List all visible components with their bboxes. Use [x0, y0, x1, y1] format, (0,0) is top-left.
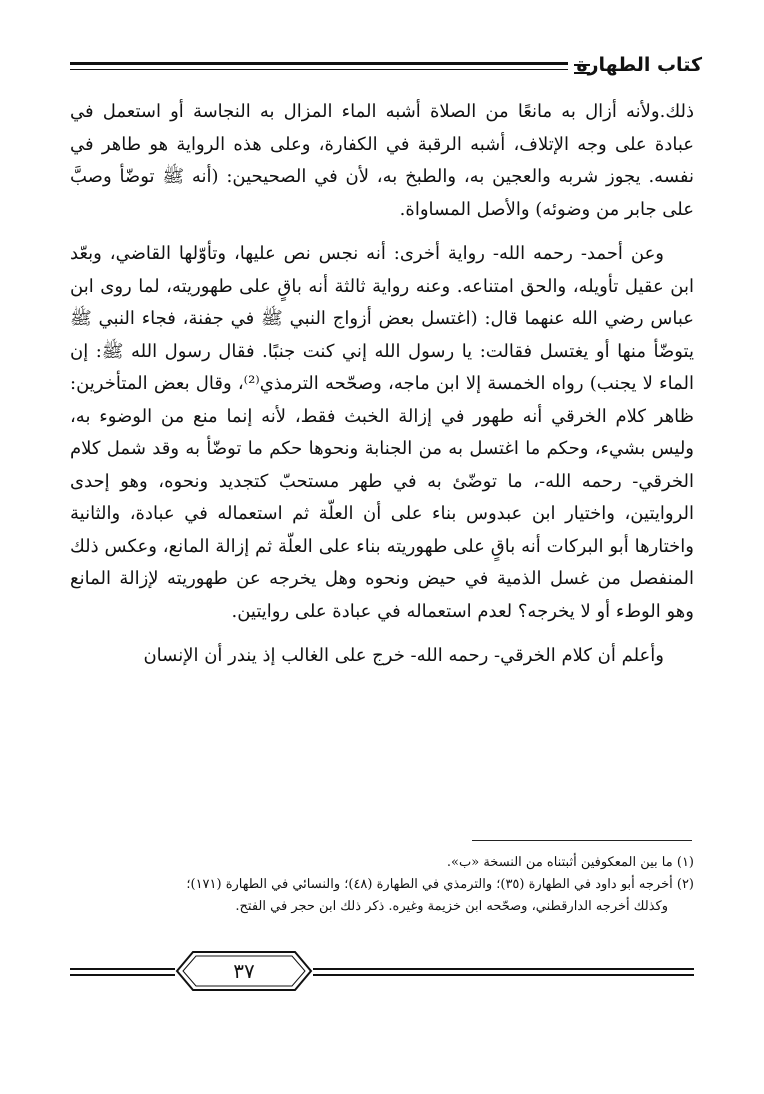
footnote-2: (٢) أخرجه أبو داود في الطهارة (٣٥)؛ والترمذي في الطهارة (٤٨)؛ والنسائي في الطهارة (١٧١)؛ — [186, 877, 694, 892]
footnote-separator — [472, 840, 692, 841]
main-text — [70, 96, 694, 673]
running-header — [70, 50, 702, 90]
paragraph-1: ذلك.ولأنه أزال به مانعًا من الصلاة أشبه الماء المزال به النجاسة أو استعمل في عبادة على وجه الإتلاف، أشبه الرقبة في الكفارة، وعلى هذه الرواية هو طاهر في نفسه. يجوز شربه والعجين به، والطبخ به، لأن في الصحيحين: (أنه ﷺ توضّأ وصبَّ على جابر من وضوئه) والأصل المساواة. — [70, 101, 694, 220]
header-rule — [70, 62, 568, 70]
page-number: ٣٧ — [233, 959, 255, 983]
page-number-frame — [70, 950, 694, 994]
footer-rule-top — [70, 968, 694, 970]
page-number-box — [175, 950, 313, 992]
footnotes — [68, 852, 694, 918]
footer-rule-bottom — [70, 974, 694, 976]
footnote-2-continuation: وكذلك أخرجه الدارقطني، وصحّحه ابن خزيمة وغيره. ذكر ذلك ابن حجر في الفتح. — [235, 899, 668, 914]
paragraph-3: وأعلم أن كلام الخرقي- رحمه الله- خرج على الغالب إذ يندر أن الإنسان — [143, 645, 664, 666]
footnote-1: (١) ما بين المعكوفين أثبتناه من النسخة «ب». — [446, 855, 694, 870]
header-title: كتاب الطهارة — [576, 54, 702, 76]
header-ornament — [574, 64, 590, 74]
paragraph-2: وعن أحمد- رحمه الله- رواية أخرى: أنه نجس نص عليها، وتأوّلها القاضي، وبعّد ابن عقيل تأويله، والحق امتناعه. وعنه رواية ثالثة أنه باقٍ على طهوريته، لما روى ابن عباس رضي الله عنهما قال: (اغتسل بعض أزواج النبي ﷺ في جفنة، فجاء النبي ﷺ يتوضّأ منها أو يغتسل فقالت: يا رسول الله إني كنت جنبًا. فقال رسول الله ﷺ: إن الماء لا يجنب) رواه الخمسة إلا ابن ماجه، وصحّحه الترمذي⁽²⁾، وقال بعض المتأخرين: ظاهر كلام الخرقي أنه طهور في إزالة الخبث فقط، لأنه إنما منع من الوضوء به، وليس بشيء، وحكم ما اغتسل به من الجنابة ونحوها حكم ما توضّأ به وقد شمل كلام الخرقي- رحمه الله-، ما توضّئ به في طهر مستحبّ كتجديد ونحوه، وهو إحدى الروايتين، واختيار ابن عبدوس بناء على أن العلّة ثم استعماله في عبادة، والثانية واختارها أبو البركات أنه باقٍ على طهوريته بناء على العلّة ثم إزالة المانع، وعكس ذلك المنفصل من غسل الذمية في حيض ونحوه وهل يخرجه عن طهوريته لإزالة المانع وهو الوطء أو لا يخرجه؟ لعدم استعماله في عبادة على روايتين. — [70, 243, 694, 622]
